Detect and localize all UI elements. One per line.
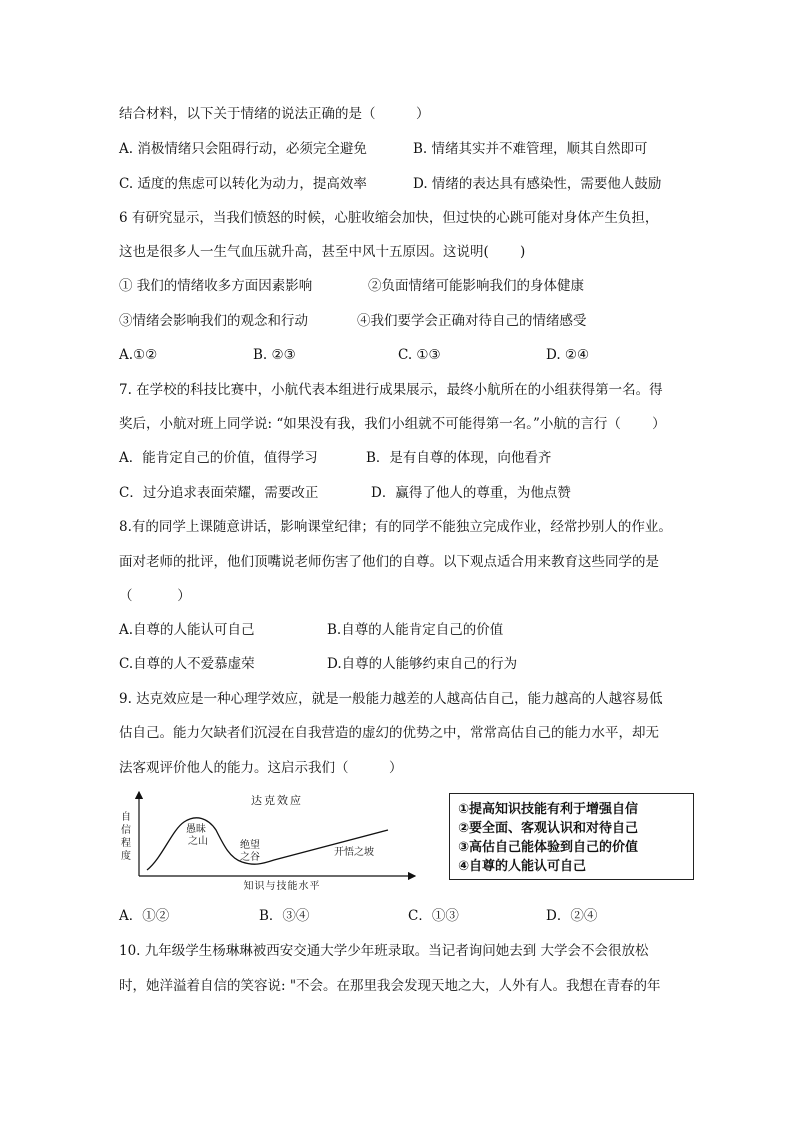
- label-peak: 愚昧 之山: [186, 824, 208, 847]
- q9-stem-line-2: 估自己。能力欠缺者们沉浸在自我营造的虚幻的优势之中，常常高估自己的能力水平，却无: [119, 725, 659, 741]
- confidence-curve: [147, 818, 388, 870]
- q6-statement-2: ②负面情绪可能影响我们的身体健康: [368, 278, 584, 294]
- q6-stem-line-1: 6 有研究显示，当我们愤怒的时候，心脏收缩会加快，但过快的心跳可能对身体产生负担，: [119, 210, 659, 226]
- q7-option-b[interactable]: B．是有自尊的体现，向他看齐: [366, 450, 552, 466]
- q6-option-b[interactable]: B. ②③: [253, 347, 296, 363]
- q8-option-c[interactable]: C.自尊的人不爱慕虚荣: [119, 656, 255, 672]
- q9-statement-4: ④自尊的人能认可自己: [458, 859, 587, 874]
- y-axis-label: 自 信 程 度: [121, 812, 131, 862]
- q9-statement-box: [449, 793, 694, 880]
- q5-option-d[interactable]: D. 情绪的表达具有感染性，需要他人鼓励: [413, 176, 662, 192]
- q7-stem-line-1: 7. 在学校的科技比赛中，小航代表本组进行成果展示，最终小航所在的小组获得第一名。得: [119, 382, 663, 398]
- label-slope: 开悟之坡: [334, 847, 374, 858]
- q7-stem-line-2: 奖后，小航对班上同学说: “如果没有我，我们小组就不可能得第一名。”小航的言行（ ）: [119, 416, 666, 432]
- q6-stem-line-2: 这也是很多人一生气血压就升高，甚至中风十五原因。这说明( ): [119, 244, 526, 260]
- dunning-kruger-figure: [112, 788, 422, 894]
- q6-statement-4: ④我们要学会正确对待自己的情绪感受: [357, 313, 587, 329]
- q9-statement-3: ③高估自己能体验到自己的价值: [458, 840, 639, 855]
- q6-option-a[interactable]: A.①②: [119, 347, 158, 363]
- q8-option-d[interactable]: D.自尊的人能够约束自己的行为: [327, 656, 518, 672]
- q7-option-a[interactable]: A．能肯定自己的价值，值得学习: [119, 450, 318, 466]
- q5-option-b[interactable]: B. 情绪其实并不难管理，顺其自然即可: [413, 141, 648, 157]
- q7-option-d[interactable]: D．赢得了他人的尊重，为他点赞: [371, 485, 571, 501]
- q7-option-c[interactable]: C．过分追求表面荣耀，需要改正: [119, 485, 319, 501]
- q10-stem-line-2: 时，她洋溢着自信的笑容说: "不会。在那里我会发现天地之大，人外有人。我想在青春的年: [119, 978, 661, 994]
- q10-stem-line-1: 10. 九年级学生杨琳琳被西安交通大学少年班录取。当记者询问她去到 大学会不会很放松: [119, 943, 649, 959]
- q6-statement-1: ① 我们的情绪收多方面因素影响: [119, 278, 313, 294]
- q9-statement-2: ②要全面、客观认识和对待自己: [458, 821, 639, 836]
- q6-option-d[interactable]: D. ②④: [546, 347, 590, 363]
- label-valley: 绝望 之谷: [240, 840, 260, 863]
- q9-statement-1: ①提高知识技能有利于增强自信: [458, 802, 639, 817]
- figure-title: 达克效应: [251, 794, 303, 807]
- q6-option-c[interactable]: C. ①③: [398, 347, 441, 363]
- q9-stem-line-1: 9. 达克效应是一种心理学效应，就是一般能力越差的人越高估自己，能力越高的人越容易低: [119, 691, 663, 707]
- q9-option-b[interactable]: B．③④: [259, 908, 310, 924]
- q9-option-a[interactable]: A．①②: [119, 908, 170, 924]
- q8-stem-line-3: （ ）: [119, 588, 191, 604]
- q5-stem: 结合材料，以下关于情绪的说法正确的是（ ）: [119, 106, 430, 122]
- q9-option-c[interactable]: C．①③: [408, 908, 459, 924]
- q5-option-a[interactable]: A. 消极情绪只会阻碍行动，必须完全避免: [119, 141, 367, 157]
- q9-option-d[interactable]: D．②④: [546, 908, 598, 924]
- q6-statement-3: ③情绪会影响我们的观念和行动: [119, 313, 308, 329]
- q9-stem-line-3: 法客观评价他人的能力。这启示我们（ ）: [119, 760, 403, 776]
- q8-option-b[interactable]: B.自尊的人能肯定自己的价值: [327, 622, 504, 638]
- q5-option-c[interactable]: C. 适度的焦虑可以转化为动力，提高效率: [119, 176, 367, 192]
- q8-option-a[interactable]: A.自尊的人能认可自己: [119, 622, 255, 638]
- q8-stem-line-2: 面对老师的批评，他们顶嘴说老师伤害了他们的自尊。以下观点适合用来教育这些同学的是: [119, 554, 659, 570]
- x-axis-label: 知识与技能水平: [243, 881, 321, 892]
- q8-stem-line-1: 8.有的同学上课随意讲话，影响课堂纪律；有的同学不能独立完成作业，经常抄别人的作业。: [119, 519, 672, 535]
